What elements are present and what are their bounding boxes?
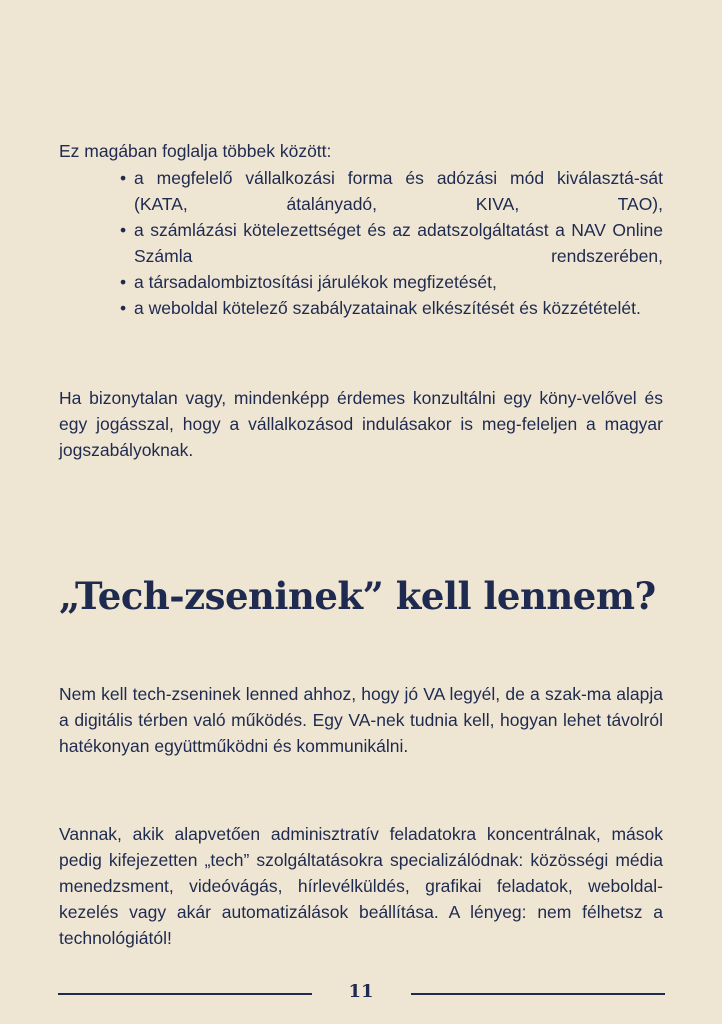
list-item bbox=[120, 217, 663, 269]
intro-text: Ez magában foglalja többek között: bbox=[59, 141, 332, 161]
bullet-dot: • bbox=[120, 272, 127, 292]
section-heading: „Tech-zseninek” kell lennem? bbox=[59, 574, 656, 618]
list-item-text: a megfelelő vállalkozási forma és adózási mód kiválasztá-sát (KATA, átalányadó, KIVA, TAO), bbox=[134, 168, 663, 214]
paragraph-tech-skills: Nem kell tech-zseninek lenned ahhoz, hogy jó VA legyél, de a szak-ma alapja a digitális térben való működés. Egy VA-nek tudnia kell, hogyan lehet távolról hatékonyan együttműködni és kommunikálni. bbox=[59, 684, 663, 756]
paragraph-specializations: Vannak, akik alapvetően adminisztratív feladatokra koncentrálnak, mások pedig kifejezetten „tech” szolgáltatásokra specializálódnak: közösségi média menedzsment, videóvágás, hírlevélküldés, grafikai feladatok, weboldal-kezelés vagy akár automatizálások beállítása. A lényeg: nem félhetsz a technológiától! bbox=[59, 824, 663, 948]
list-item-text: a weboldal kötelező szabályzatainak elkészítését és közzétételét. bbox=[134, 298, 641, 318]
paragraph-consultation: Ha bizonytalan vagy, mindenképp érdemes konzultálni egy köny-velővel és egy jogásszal, hogy a vállalkozásod indulásakor is meg-feleljen a magyar jogszabályoknak. bbox=[59, 388, 663, 460]
list-item bbox=[120, 295, 663, 321]
bullet-dot: • bbox=[120, 298, 127, 318]
page-number: 11 bbox=[348, 981, 374, 1002]
bullet-dot: • bbox=[120, 168, 127, 188]
list-item bbox=[120, 165, 663, 217]
list-item-text: a társadalombiztosítási járulékok megfizetését, bbox=[134, 272, 497, 292]
list-item bbox=[120, 269, 663, 295]
footer-rule-right bbox=[411, 993, 665, 995]
bullet-dot: • bbox=[120, 220, 127, 240]
bullet-list bbox=[120, 165, 663, 321]
footer-rule-left bbox=[58, 993, 312, 995]
list-item-text: a számlázási kötelezettséget és az adatszolgáltatást a NAV Online Számla rendszerében, bbox=[134, 220, 663, 266]
